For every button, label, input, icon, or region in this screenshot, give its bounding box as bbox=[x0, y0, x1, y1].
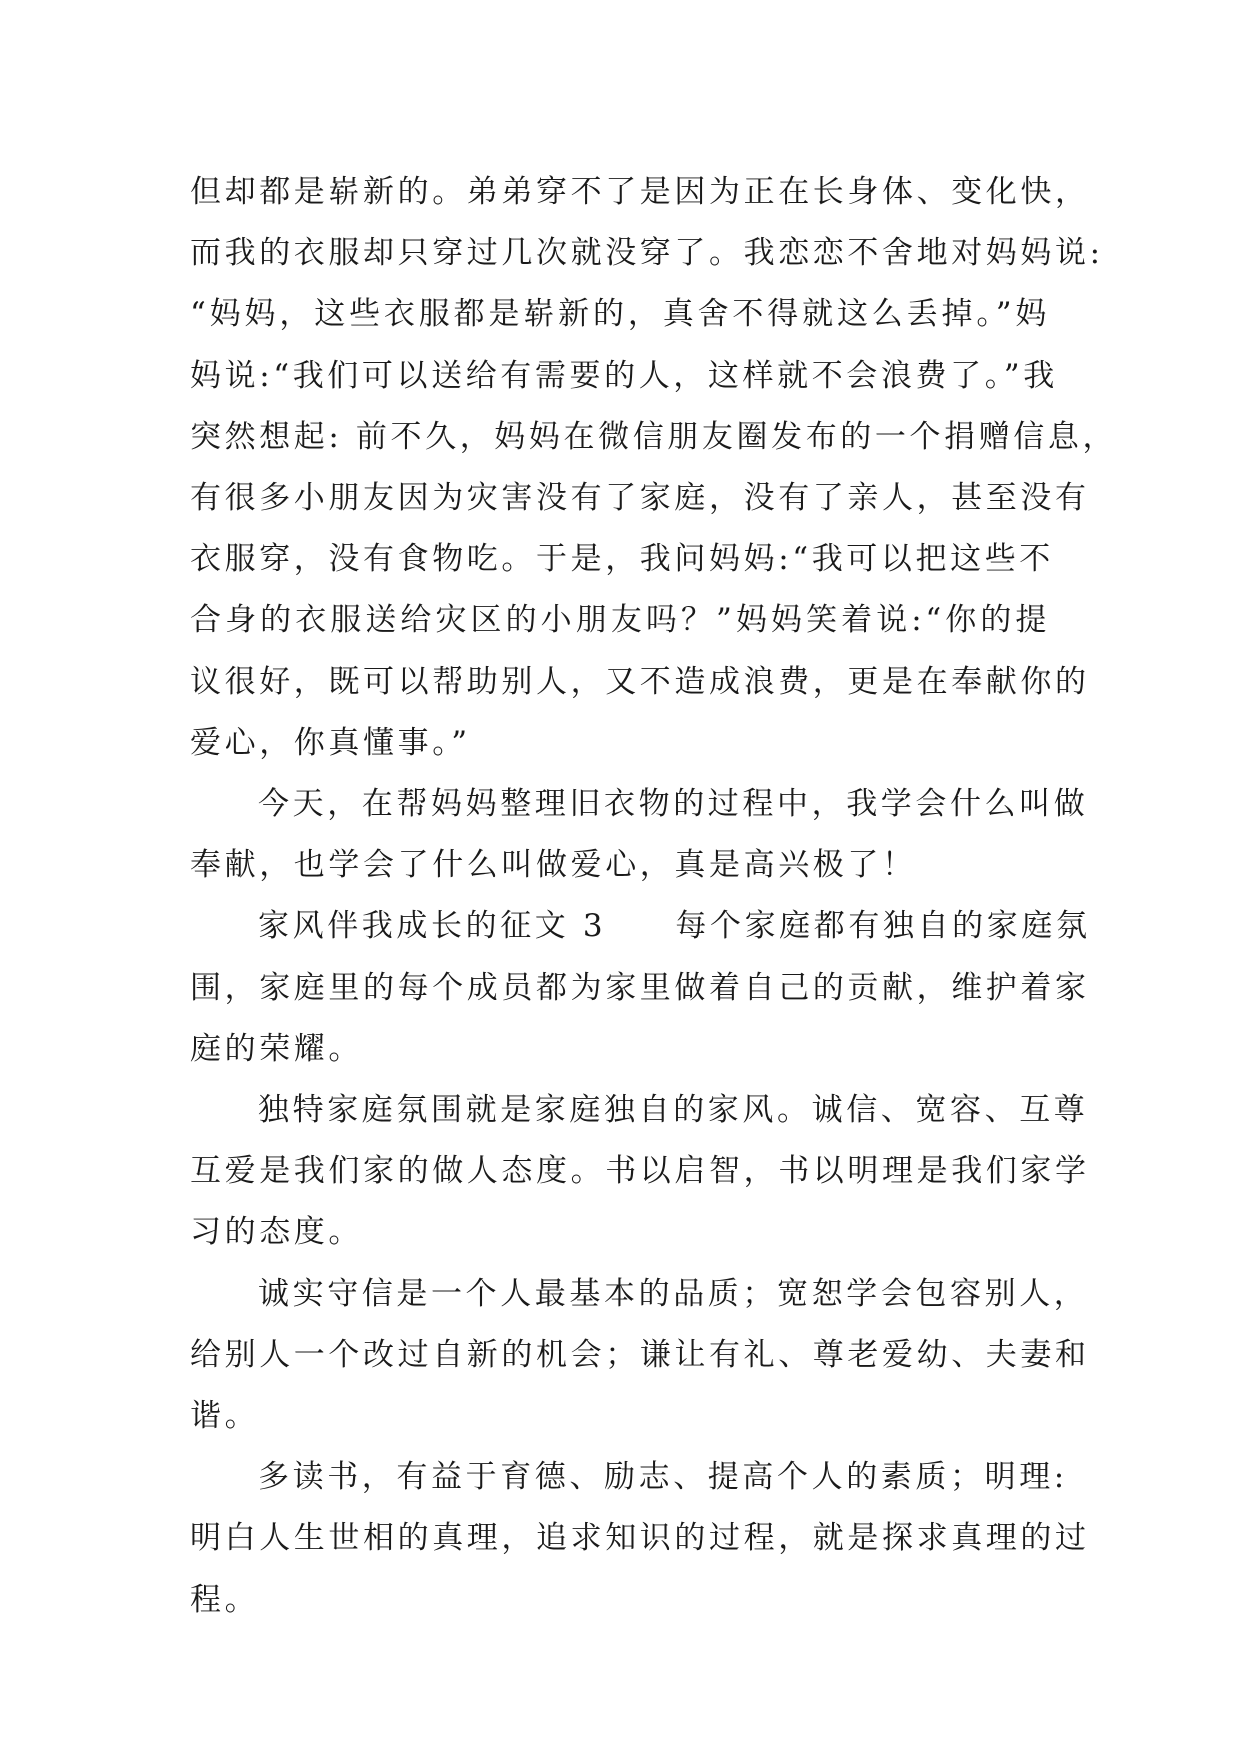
text-line: 有很多小朋友因为灾害没有了家庭，没有了亲人，甚至没有 bbox=[190, 480, 1090, 517]
text-line: 习的态度。 bbox=[190, 1214, 363, 1251]
text-line: 独特家庭氛围就是家庭独自的家风。诚信、宽容、互尊 bbox=[258, 1092, 1089, 1129]
paragraph-5 bbox=[190, 1264, 1090, 1448]
paragraph-6 bbox=[190, 1447, 1090, 1631]
text-line: 诚实守信是一个人最基本的品质；宽恕学会包容别人， bbox=[258, 1275, 1089, 1312]
text-line: 明白人生世相的真理，追求知识的过程，就是探求真理的过 bbox=[190, 1520, 1090, 1557]
text-line: 谐。 bbox=[190, 1398, 260, 1435]
text-line: 妈说:“我们可以送给有需要的人，这样就不会浪费了。”我 bbox=[190, 357, 1058, 394]
paragraph-2 bbox=[190, 774, 1089, 896]
paragraph-4 bbox=[190, 1080, 1090, 1264]
text-line: 而我的衣服却只穿过几次就没穿了。我恋恋不舍地对妈妈说: bbox=[190, 235, 1104, 272]
text-line: 但却都是崭新的。弟弟穿不了是因为正在长身体、变化快， bbox=[190, 174, 1090, 210]
text-line: 程。 bbox=[190, 1581, 260, 1618]
text-line: 衣服穿，没有食物吃。于是，我问妈妈:“我可以把这些不 bbox=[190, 541, 1054, 578]
text-line: 奉献，也学会了什么叫做爱心，真是高兴极了！ bbox=[190, 847, 917, 884]
text-line: 爱心，你真懂事。” bbox=[190, 724, 471, 761]
text-line: 庭的荣耀。 bbox=[190, 1030, 363, 1067]
paragraph-1 bbox=[190, 162, 1118, 774]
text-line: 互爱是我们家的做人态度。书以启智，书以明理是我们家学 bbox=[190, 1153, 1090, 1190]
body-text bbox=[190, 162, 1118, 1631]
text-line: 多读书，有益于育德、励志、提高个人的素质；明理: bbox=[258, 1459, 1068, 1496]
text-line: 突然想起: 前不久，妈妈在微信朋友圈发布的一个捐赠信息， bbox=[190, 418, 1118, 455]
text-line: 今天，在帮妈妈整理旧衣物的过程中，我学会什么叫做 bbox=[258, 786, 1089, 823]
text-line: 合身的衣服送给灾区的小朋友吗？”妈妈笑着说:“你的提 bbox=[190, 602, 1050, 639]
text-line: 给别人一个改过自新的机会；谦让有礼、尊老爱幼、夫妻和 bbox=[190, 1336, 1090, 1373]
paragraph-3 bbox=[190, 896, 1091, 1080]
text-line: 围，家庭里的每个成员都为家里做着自己的贡献，维护着家 bbox=[190, 969, 1090, 1006]
text-line: 家风伴我成长的征文 3 每个家庭都有独自的家庭氛 bbox=[258, 908, 1091, 945]
text-line: “妈妈，这些衣服都是崭新的，真舍不得就这么丢掉。”妈 bbox=[190, 296, 1050, 333]
text-line: 议很好，既可以帮助别人，又不造成浪费，更是在奉献你的 bbox=[190, 663, 1090, 700]
